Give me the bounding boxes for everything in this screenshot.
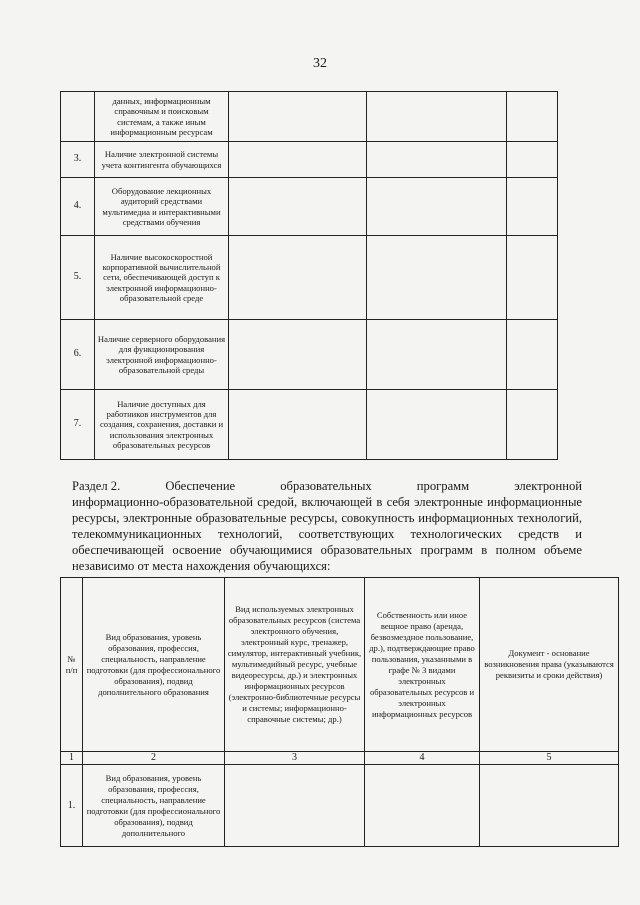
row-description — [95, 320, 229, 390]
row-number: 6. — [61, 320, 95, 390]
empty-cell — [480, 765, 619, 847]
table-row — [61, 765, 619, 847]
header-cell: Вид используемых электронных образовательных ресурсов (система электронного обучения, электронный курс, тренажер, симулятор, интерактивный учебник, мультимедийный ресурс, учебные видеоресурсы, др.) и электронных информационных ресурсов (электронно-библиотечные ресурсы и системы; информационно- справочные системы; др.) — [225, 578, 365, 752]
table-row — [61, 178, 558, 236]
row-text: Наличие доступных для работников инструментов для создания, сохранения, доставки и использования электронных образовательных ресурсов — [99, 398, 224, 450]
page-number: 32 — [313, 56, 327, 71]
row-number: 4. — [61, 178, 95, 236]
empty-cell — [229, 142, 367, 178]
table-row — [61, 92, 558, 142]
empty-cell — [367, 92, 507, 142]
title-word: программ — [416, 479, 470, 493]
section-2-title-line — [72, 478, 582, 494]
section-label: Раздел 2. — [72, 479, 121, 493]
empty-cell — [367, 178, 507, 236]
empty-cell — [229, 320, 367, 390]
table-row — [61, 320, 558, 390]
column-number: 3 — [225, 752, 365, 765]
row-description — [95, 142, 229, 178]
row-text: Оборудование лекционных аудиторий средствами мультимедиа и интерактивными средствами обучения — [102, 186, 221, 227]
empty-cell — [367, 320, 507, 390]
row-description — [95, 236, 229, 320]
empty-cell — [367, 390, 507, 460]
row-number: 5. — [61, 236, 95, 320]
empty-cell — [367, 142, 507, 178]
empty-cell — [507, 320, 558, 390]
row-number — [61, 92, 95, 142]
resources-table — [60, 91, 558, 460]
electronic-resources-table — [60, 577, 619, 847]
section-2-paragraph — [72, 478, 582, 574]
column-number-row — [61, 752, 619, 765]
title-word: образовательных — [280, 479, 372, 493]
empty-cell — [229, 390, 367, 460]
header-cell: № п/п — [61, 578, 83, 752]
row-text: Наличие высокоскоростной корпоративной вычислительной сети, обеспечивающей доступ к электронной информационно-образовательной среде — [102, 251, 221, 303]
empty-cell — [507, 236, 558, 320]
empty-cell — [507, 92, 558, 142]
table-header-row — [61, 578, 619, 752]
row-text: Наличие электронной системы учета контингента обучающихся — [101, 149, 222, 170]
column-number: 5 — [480, 752, 619, 765]
header-cell: Вид образования, уровень образования, профессия, специальность, направление подготовки (для профессионального образования), подвид дополнительного образования — [83, 578, 225, 752]
empty-cell — [229, 178, 367, 236]
row-description — [95, 92, 229, 142]
row-number: 1. — [61, 765, 83, 847]
column-number: 4 — [365, 752, 480, 765]
table-row — [61, 390, 558, 460]
column-number: 2 — [83, 752, 225, 765]
empty-cell — [229, 92, 367, 142]
empty-cell — [367, 236, 507, 320]
empty-cell — [507, 142, 558, 178]
header-cell: Документ - основание возникновения права (указываются реквизиты и сроки действия) — [480, 578, 619, 752]
empty-cell — [225, 765, 365, 847]
row-text: данных, информационным справочным и поисковым системам, а также иным информационным ресурсам — [110, 96, 213, 137]
header-cell: Собственность или иное вещное право (аренда, безвозмездное пользование, др.), подтверждающие право пользования, указанными в графе № 3 видами электронных образовательных ресурсов и электронных информационных ресурсов — [365, 578, 480, 752]
empty-cell — [229, 236, 367, 320]
row-description: Вид образования, уровень образования, профессия, специальность, направление подготовки (для профессионального образования), подвид дополнительного — [83, 765, 225, 847]
column-number: 1 — [61, 752, 83, 765]
empty-cell — [507, 178, 558, 236]
row-description — [95, 178, 229, 236]
row-number: 7. — [61, 390, 95, 460]
title-word: электронной — [514, 479, 582, 493]
row-number: 3. — [61, 142, 95, 178]
empty-cell — [507, 390, 558, 460]
empty-cell — [365, 765, 480, 847]
title-word: Обеспечение — [165, 479, 236, 493]
section-2-body: информационно-образовательной средой, включающей в себя электронные информационные ресурсы, электронные образовательные ресурсы, совокупность информационных технологий, телекоммуникационных технологий, соответствующих технологических средств и обеспечивающей освоение обучающимися образовательных программ в полном объеме независимо от места нахождения обучающихся: — [72, 495, 582, 573]
table-row — [61, 142, 558, 178]
row-text: Наличие серверного оборудования для функционирования электронной информационно-образовательной среды — [97, 334, 226, 375]
table-row — [61, 236, 558, 320]
row-description — [95, 390, 229, 460]
